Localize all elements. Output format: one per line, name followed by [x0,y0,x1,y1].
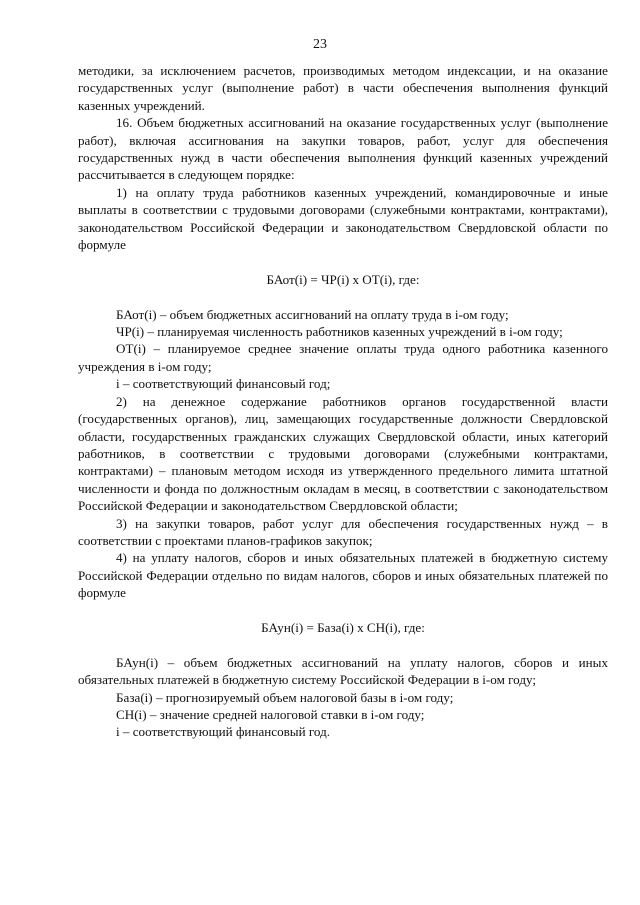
formula-baun: БАун(i) = База(i) х СН(i), где: [261,619,425,635]
definition-ot: ОТ(i) – планируемое среднее значение оплаты труда одного работника казенного учреждения в i-ом году; [78,341,608,374]
document-body [78,62,608,741]
definition-baot: БАот(i) – объем бюджетных ассигнований на оплату труда в i-ом году; [116,306,509,322]
paragraph-subitem-2: 2) на денежное содержание работников органов государственной власти (государственных органов), лиц, замещающих государственные должности Свердловской области, государственных гражданских служащих Свердловской области, иных категорий работников, в соответствии с трудовыми договорами (служебными контрактами, контрактами) – плановым методом исходя из утвержденного предельного лимита штатной численности и фонда по должностным окладам в месяц, в соответствии с законодательством Российской Федерации и законодательством Свердловской области; [78,393,608,514]
page-number: 23 [313,37,327,52]
spacer [78,288,608,305]
paragraph-subitem-4: 4) на уплату налогов, сборов и иных обязательных платежей в бюджетную систему Российской Федерации отдельно по видам налогов, сборов и иных обязательных платежей по формуле [78,550,608,601]
paragraph-item-16: 16. Объем бюджетных ассигнований на оказание государственных услуг (выполнение работ), включая ассигнования на закупки товаров, работ, услуг для обеспечения государственных нужд в части обеспечения выполнения функций казенных учреждений рассчитывается в следующем порядке: [78,115,608,183]
definition-i: i – соответствующий финансовый год; [116,376,331,392]
spacer [78,253,608,270]
formula-bao: БАот(i) = ЧР(i) х ОТ(i), где: [266,271,420,287]
definition-baun: БАун(i) – объем бюджетных ассигнований на уплату налогов, сборов и иных обязательных платежей в бюджетную систему Российской Федерации в i-ом году; [78,654,608,688]
paragraph-subitem-3: 3) на закупки товаров, работ услуг для обеспечения государственных нужд – в соответствии с проектами планов-графиков закупок; [78,515,608,548]
definition-chr: ЧР(i) – планируемая численность работников казенных учреждений в i-ом году; [116,324,563,340]
paragraph-continuation: методики, за исключением расчетов, производимых методом индексации, и на оказание государственных услуг (выполнение работ) в части обеспечения выполнения функций казенных учреждений. [78,63,608,113]
definition-baza: База(i) – прогнозируемый объем налоговой базы в i-ом году; [116,689,454,705]
definition-i-final: i – соответствующий финансовый год. [116,724,331,740]
definition-sn: СН(i) – значение средней налоговой ставки в i-ом году; [116,706,425,722]
spacer [78,602,608,619]
paragraph-subitem-1: 1) на оплату труда работников казенных учреждений, командировочные и иные выплаты в соответствии с трудовыми договорами (служебными контрактами, контрактами), законодательством Российской Федерации и законодательством Свердловской области по формуле [78,184,608,253]
spacer [78,636,608,653]
